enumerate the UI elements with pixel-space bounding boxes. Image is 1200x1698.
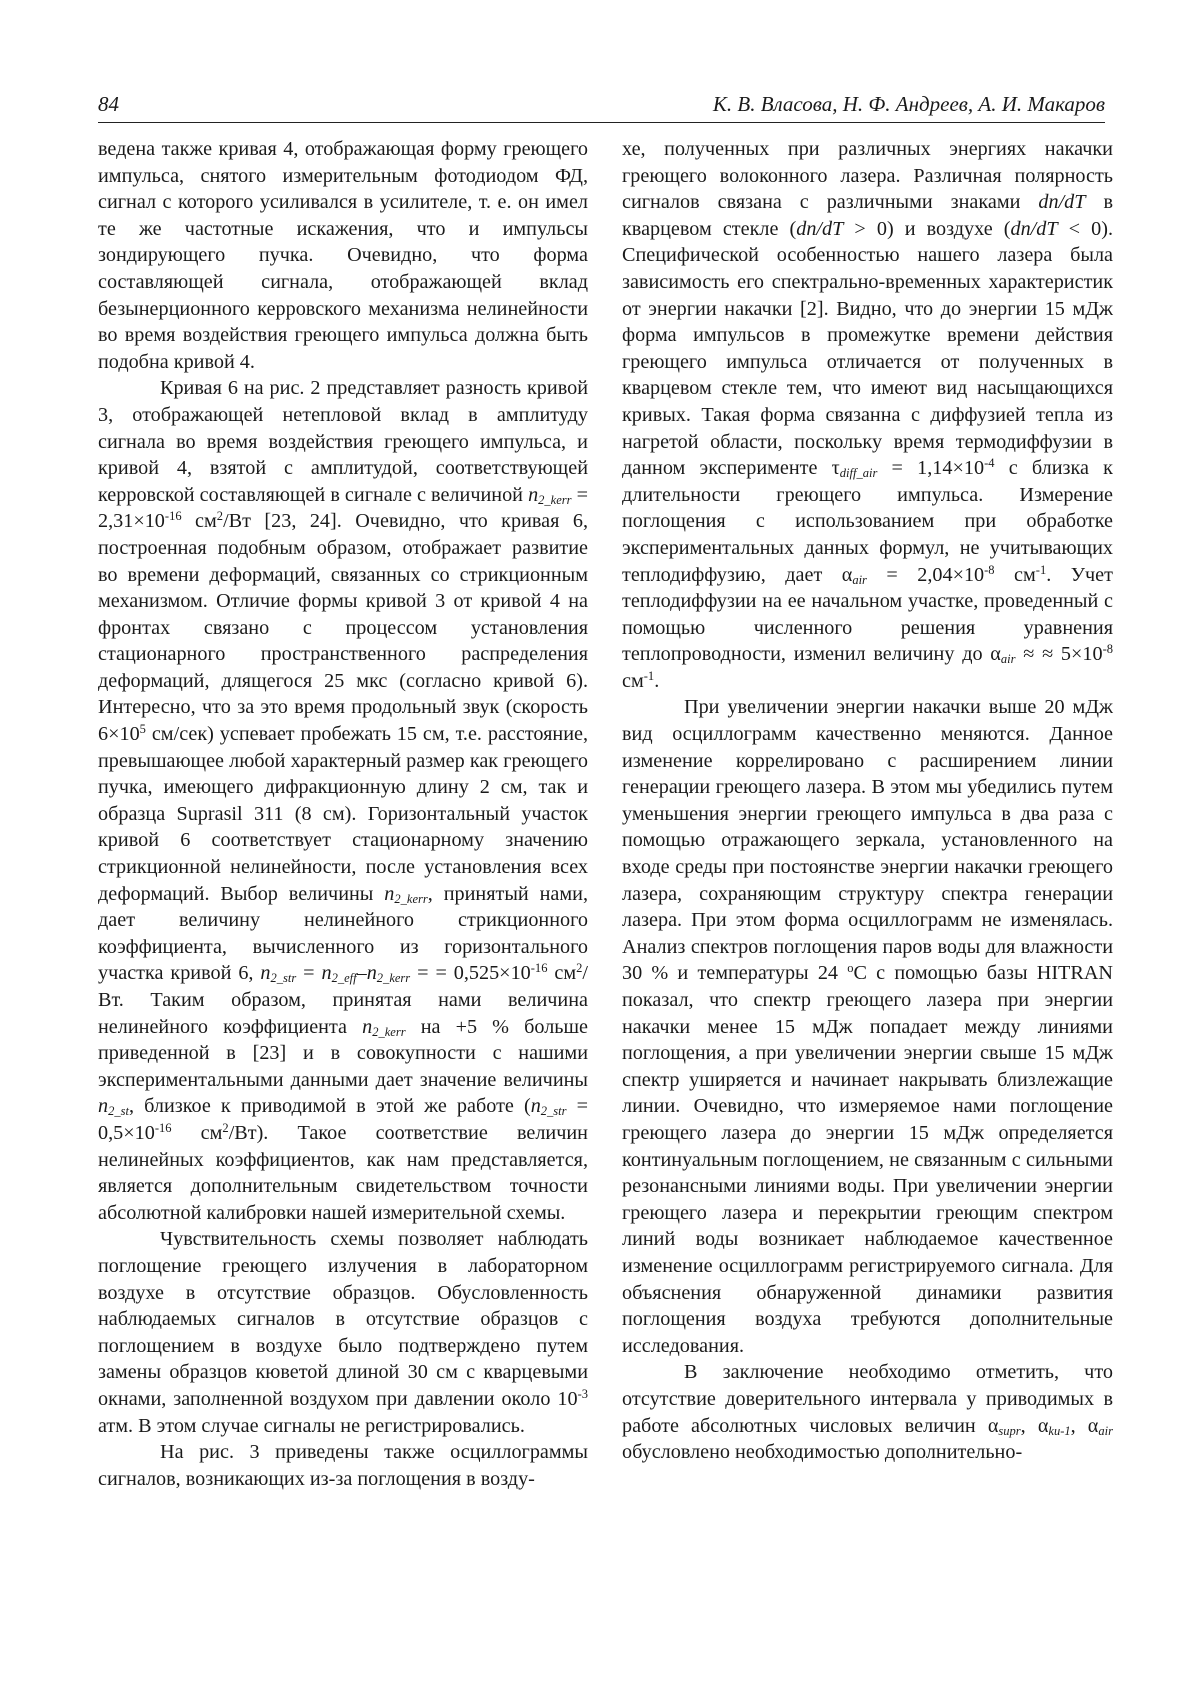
paragraph: Кривая 6 на рис. 2 представляет разность кривой 3, отображающей нетепловой вклад в амплитуду сигнала во время воздействия греющего импульса, и кривой 4, взятой с амплитудой, соответствующей керровской составляющей в сигнале с величиной $n_{2\_kerr} = 2,31\times 10^{-16}$ $см^2/Вт$ [23, 24]. Очевидно, что кривая 6, построенная подобным образом, отображает развитие во времени деформаций, связанных со стрикционным механизмом. Отличие формы кривой 3 от кривой 4 на фронтах связано с процессом установления стационарного пространственного распределения деформаций, длящегося 25 мкс (согласно кривой 6). Интересно, что за это время продольный звук (скорость $6\times 10^5$ см/сек) успевает пробежать 15 см, т.е. расстояние, превышающее любой характерный размер как греющего пучка, имеющего дифракционную длину 2 см, так и образца Suprasil 311 (8 см). Горизонтальный участок кривой 6 соответствует стационарному значению стрикционной нелинейности, после установления всех деформаций. Выбор величины $n_{2\_kerr}$, принятый нами, дает величину нелинейного стрикционного коэффициента, вычисленного из горизонтального участка кривой 6, $n_{2\_str} = n_{2\_eff}-n_{2\_kerr}$ = = $0,525\times 10^{-16}$ $см^2/Вт$. Таким образом, принятая нами величина нелинейного коэффициента $n_{2\_kerr}$ на +5 % больше приведенной в [23] и в совокупности с нашими экспериментальными данными дает значение величины $n_{2\_st}$, близкое к приводимой в этой же работе ($n_{2\_str} = 0,5\times 10^{-16}$ $см^2/Вт$). Такое соответствие величин нелинейных коэффициентов, как нам представляется, является дополнительным свидетельством точности абсолютной калибровки нашей измерительной схемы. (98, 377, 589, 1224)
left-column (98, 136, 588, 1492)
paragraph: Чувствительность схемы позволяет наблюдать поглощение греющего излучения в лабораторном воздухе в отсутствие образцов. Обусловленность наблюдаемых сигналов в отсутствие образцов с поглощением в воздухе было подтверждено путем замены образцов кюветой длиной 30 см с кварцевыми окнами, заполненной воздухом при давлении около $10^{-3}$ атм. В этом случае сигналы не регистрировались. (98, 1228, 588, 1437)
paragraph: При увеличении энергии накачки выше 20 мДж вид осциллограмм качественно меняются. Данное изменение коррелировано с расширением линии генерации греющего лазера. В этом мы убедились путем уменьшения энергии греющего импульса в два раза с помощью отражающего зеркала, установленного на входе среды при постоянстве энергии накачки греющего лазера, сохраняющим структуру спектра генерации лазера. При этом форма осциллограмм не изменялась. Анализ спектров поглощения паров воды для влажности 30 % и температуры 24 $^o$С с помощью базы HITRAN показал, что спектр греющего лазера при энергии накачки менее 15 мДж попадает между линиями поглощения, а при увеличении энергии свыше 15 мДж спектр уширяется и начинает накрывать близлежащие линии. Очевидно, что измеряемое нами поглощение греющего лазера до энергии 15 мДж определяется континуальным поглощением, не связанным с сильными резонансными линиями воды. При увеличении энергии греющего лазера и перекрытии греющим спектром линий воды возникает наблюдаемое качественное изменение осциллограмм регистрируемого сигнала. Для объяснения обнаруженной динамики развития поглощения воздуха требуются дополнительные исследования. (622, 696, 1113, 1357)
paragraph: хе, полученных при различных энергиях накачки греющего волоконного лазера. Различная полярность сигналов связана с различными знаками dn/dT в кварцевом стекле (dn/dT > 0) и воздухе (dn/dT < 0). Специфической особенностью нашего лазера была зависимость его спектрально-временных характеристик от энергии накачки [2]. Видно, что до энергии 15 мДж форма импульсов в промежутке времени действия греющего импульса отличается от полученных в кварцевом стекле тем, что имеют вид насыщающихся кривых. Такая форма связанна с диффузией тепла из нагретой области, поскольку время термодиффузии в данном эксперименте $\tau_{diff\_air} = 1,14\times 10^{-4}$ с близка к длительности греющего импульса. Измерение поглощения с использованием при обработке экспериментальных данных формул, не учитывающих теплодиффузию, дает $\alpha_{air} = 2,04\times 10^{-8}$ $см^{-1}$. Учет теплодиффузии на ее начальном участке, проведенный с помощью численного решения уравнения теплопроводности, изменил величину до $\alpha_{air}$ ≈ ≈ $5\times 10^{-8}$ $см^{-1}$. (622, 138, 1114, 692)
running-authors: К. В. Власова, Н. Ф. Андреев, А. И. Макаров (712, 92, 1105, 116)
paragraph: На рис. 3 приведены также осциллограммы сигналов, возникающих из-за поглощения в возду- (98, 1441, 588, 1490)
page-number: 84 (98, 92, 119, 116)
paragraph: В заключение необходимо отметить, что отсутствие доверительного интервала у приводимых в работе абсолютных числовых величин $\alpha_{supr}$, $\alpha_{ku-1}$, $\alpha_{air}$ обусловлено необходимостью дополнительно- (622, 1361, 1113, 1464)
right-column (622, 136, 1113, 1466)
running-header (98, 90, 1105, 123)
paragraph: ведена также кривая 4, отображающая форму греющего импульса, снятого измерительным фотодиодом ФД, сигнал с которого усиливался в усилителе, т. е. он имел те же частотные искажения, что и импульсы зондирующего пучка. Очевидно, что форма составляющей сигнала, отображающей вклад безынерционного керровского механизма нелинейности во время воздействия греющего импульса должна быть подобна кривой 4. (98, 138, 588, 373)
